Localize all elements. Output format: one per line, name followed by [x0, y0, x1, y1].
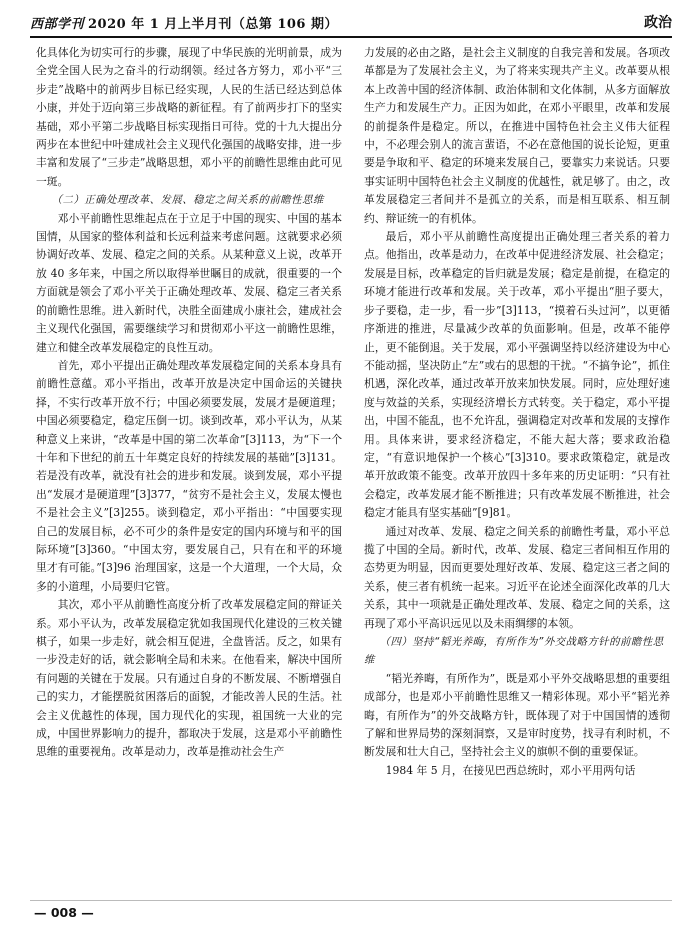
- journal-brand: 西部学刊: [30, 17, 85, 32]
- page-number: — 008 —: [34, 905, 94, 920]
- paragraph: 邓小平前瞻性思维起点在于立足于中国的现实、中国的基本国情，从国家的整体利益和长远利益来考虑问题。这就要求必须协调好改革、发展、稳定之间的关系。从某种意义上说，改革开放 40 多年来，中国之所以取得举世瞩目的成就，很重要的一个方面就是领会了邓小平关于正确处理改革、发展、稳定三者关系的前瞻性思维。进入新时代，决胜全面建成小康社会，建成社会主义现代化强国，需要继续学习和贯彻邓小平这一前瞻性思维，建立和健全改革发展稳定的良性互动。: [36, 211, 342, 354]
- section-heading: （二）正确处理改革、发展、稳定之间关系的前瞻性思维: [51, 194, 324, 207]
- left-column: [36, 44, 342, 894]
- section-heading: （四）坚持“韬光养晦，有所作为”外交战略方针的前瞻性思维: [364, 636, 664, 667]
- paragraph: “韬光养晦，有所作为”，既是邓小平外交战略思想的重要组成部分，也是邓小平前瞻性思维又一精彩体现。邓小平“韬光养晦，有所作为”的外交战略方针，既体现了对于中国国情的透彻了解和世界局势的深刻洞察，又是审时度势，找寻有利时机，不断发展和壮大自己，坚持社会主义的旗帜不倒的重要保证。: [364, 671, 670, 759]
- right-column: [364, 44, 670, 894]
- header-rule: [30, 36, 672, 38]
- paragraph: 其次，邓小平从前瞻性高度分析了改革发展稳定间的辩证关系。邓小平认为，改革发展稳定犹如我国现代化建设的三枚关键棋子，如果一步走好，就会相互促进，全盘皆活。反之，如果有一步没走好的话，就会影响全局和未来。在他看来，解决中国所有问题的关键在于发展。只有通过自身的不断发展、不断增强自己的实力，才能摆脱贫困落后的面貌，才能改善人民的生活。社会主义优越性的体现，国力现代化的实现，祖国统一大业的完成，中国世界影响力的提升，都取决于发展，这是邓小平前瞻性思维的重要视角。改革是动力，改革是推动社会生产: [36, 598, 342, 759]
- footer-rule: [30, 900, 672, 901]
- journal-masthead: [30, 13, 338, 32]
- page-header: [30, 8, 672, 34]
- section-name: 政治: [644, 15, 672, 31]
- paragraph: 力发展的必由之路，是社会主义制度的自我完善和发展。各项改革都是为了发展社会主义，为了将来实现共产主义。改革要从根本上改善中国的经济体制、政治体制和文化体制，从多方面解放生产力和发展生产力。正因为如此，在邓小平眼里，改革和发展的前提条件是稳定。所以，在推进中国特色社会主义伟大征程中，不必理会别人的流言蜚语，不必在意他国的说长论短，更重要是争取和平、稳定的环境来发展自己，要靠实力来说话。只要事实证明中国特色社会主义制度的优越性，就足够了。由之，改革发展稳定三者间并不是孤立的关系，而是相互联系、相互制约、辩证统一的有机体。: [364, 46, 670, 225]
- issue-info: 2020 年 1 月上半月刊（总第 106 期）: [88, 17, 339, 32]
- paragraph: 化具体化为切实可行的步骤，展现了中华民族的光明前景，成为全党全国人民为之奋斗的行动纲领。经过各方努力，邓小平“三步走”战略中的前两步目标已经实现，人民的生活已经达到总体小康，并处于迈向第三步战略的新征程。有了前两步打下的坚实基础，邓小平第二步战略目标实现指日可待。党的十九大提出分两步在本世纪中叶建成社会主义现代化强国的战略安排，进一步丰富和发展了“三步走”战略思想，邓小平的前瞻性思维由此可见一斑。: [36, 46, 342, 188]
- paragraph: 1984 年 5 月，在接见巴西总统时，邓小平用两句话: [385, 763, 636, 777]
- paragraph: 最后，邓小平从前瞻性高度提出正确处理三者关系的着力点。他指出，改革是动力，在改革中促进经济发展、社会稳定；发展是目标，改革稳定的旨归就是发展；稳定是前提，在稳定的环境才能进行改革和发展。关于改革，邓小平提出“胆子要大，步子要稳，走一步，看一步”[3]113，“摸着石头过河”，以更循序渐进的推进，尽量减少改革的负面影响。但是，改革不能停止，更不能倒退。关于发展，邓小平强调坚持以经济建设为中心不能动摇，坚决防止“左”或右的思想的干扰。“不搞争论”，抓住机遇，深化改革，通过改革开放来加快发展。同时，应处理好速度与效益的关系，实现经济增长方式转变。关于稳定，邓小平提出，中国不能乱，也不允许乱，强调稳定对改革和发展的支撑作用。具体来讲，要求经济稳定，不能大起大落；要求政治稳定，“有意识地保护一个核心”[3]310。要求政策稳定，就是改革开放政策不能变。改革开放四十多年来的历史证明：“只有社会稳定，改革发展才能不断推进；只有改革发展不断推进，社会稳定才能具有坚实基础”[9]81。: [364, 230, 670, 520]
- paragraph: 首先，邓小平提出正确处理改革发展稳定间的关系本身具有前瞻性意蕴。邓小平指出，改革开放是决定中国命运的关键抉择，不实行改革开放不行；中国必须要发展，发展才是硬道理；中国必须要稳定，稳定压倒一切。谈到改革，邓小平认为，从某种意义上来讲，“改革是中国的第二次革命”[3]113，为“下一个十年和下世纪的前五十年奠定良好的持续发展的基础”[3]131。若是没有改革，就没有社会的进步和发展。谈到发展，邓小平提出“发展才是硬道理”[3]377，“贫穷不是社会主义，发展太慢也不是社会主义”[3]255。谈到稳定，邓小平指出：“中国要实现自己的发展目标，必不可少的条件是安定的国内环境与和平的国际环境”[3]360。“中国太穷，要发展自己，只有在和平的环境里才有可能。”[3]96 治理国家，这是一个大道理，一个大局，众多的小道理，小局要归它管。: [36, 358, 342, 593]
- paragraph: 通过对改革、发展、稳定之间关系的前瞻性考量，邓小平总揽了中国的全局。新时代，改革、发展、稳定三者间相互作用的态势更为明显，因而更要处理好改革、发展、稳定这三者之间的关系，使三者有机统一起来。习近平在论述全面深化改革的几大关系，其中一项就是正确处理改革、发展、稳定之间的关系，这再现了邓小平高识远见以及未雨绸缪的本领。: [364, 524, 670, 630]
